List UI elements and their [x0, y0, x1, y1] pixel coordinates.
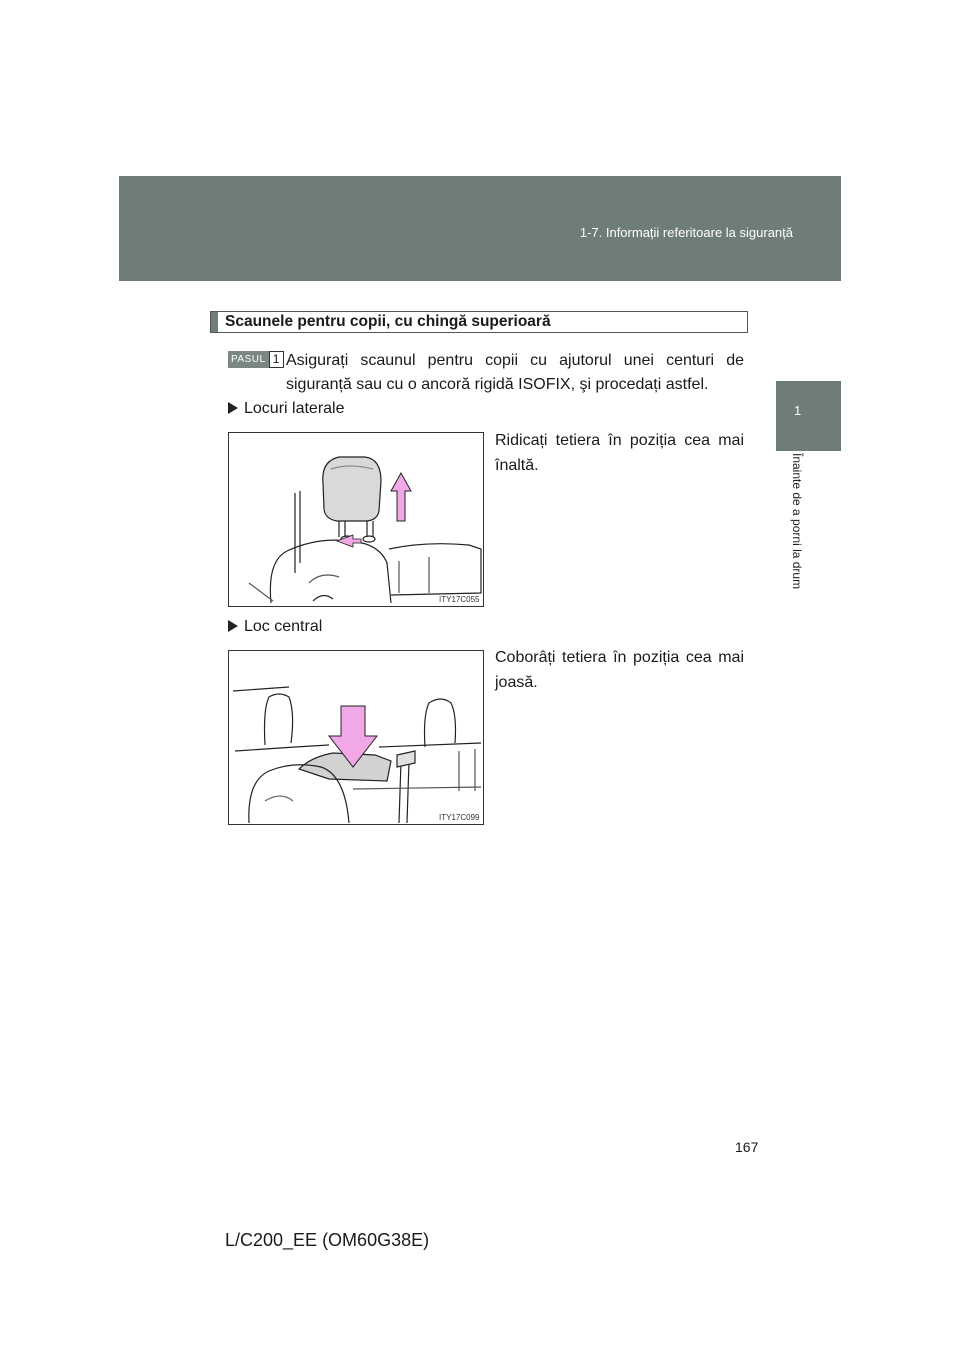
bullet-label: Loc central — [244, 618, 323, 635]
heading-accent-bar — [211, 312, 218, 332]
headrest-raise-illustration — [229, 433, 483, 606]
chapter-label-tab — [776, 451, 841, 631]
description-center-seat: Coborâți tetiera în poziția cea mai joasă. — [495, 649, 744, 691]
bullet-side-seats — [228, 400, 345, 418]
section-heading — [210, 311, 748, 333]
step-badge-word: PASUL — [228, 351, 269, 368]
description-side-seats: Ridicați tetiera în poziția cea mai înaltă. — [495, 432, 744, 474]
figure-code: ITY17C055 — [439, 595, 480, 604]
bullet-arrow-icon — [228, 402, 238, 414]
step-instruction: Asigurați scaunul pentru copii cu ajutorul unei centuri de siguranță sau cu o ancoră rigidă ISOFIX, şi procedați astfel. — [286, 352, 744, 393]
document-code: L/C200_EE (OM60G38E) — [225, 1230, 430, 1250]
chapter-label: Înainte de a porni la drum — [790, 453, 804, 590]
chapter-number: 1 — [794, 403, 802, 418]
figure-headrest-raise — [228, 432, 484, 607]
figure-headrest-lower — [228, 650, 484, 825]
bullet-arrow-icon — [228, 620, 238, 632]
step-badge — [228, 351, 284, 368]
header-band — [119, 176, 841, 281]
arrow-up-icon — [391, 473, 411, 521]
bullet-label: Locuri laterale — [244, 400, 345, 417]
section-title: 1-7. Informații referitoare la siguranță — [579, 225, 793, 240]
headrest-lower-illustration — [229, 651, 483, 824]
page-number: 167 — [735, 1139, 759, 1155]
figure-code: ITY17C099 — [439, 813, 480, 822]
chapter-tab — [776, 381, 841, 451]
step-badge-number: 1 — [269, 351, 284, 368]
section-heading-text: Scaunele pentru copii, cu chingă superioară — [225, 313, 551, 330]
bullet-center-seat — [228, 618, 322, 636]
